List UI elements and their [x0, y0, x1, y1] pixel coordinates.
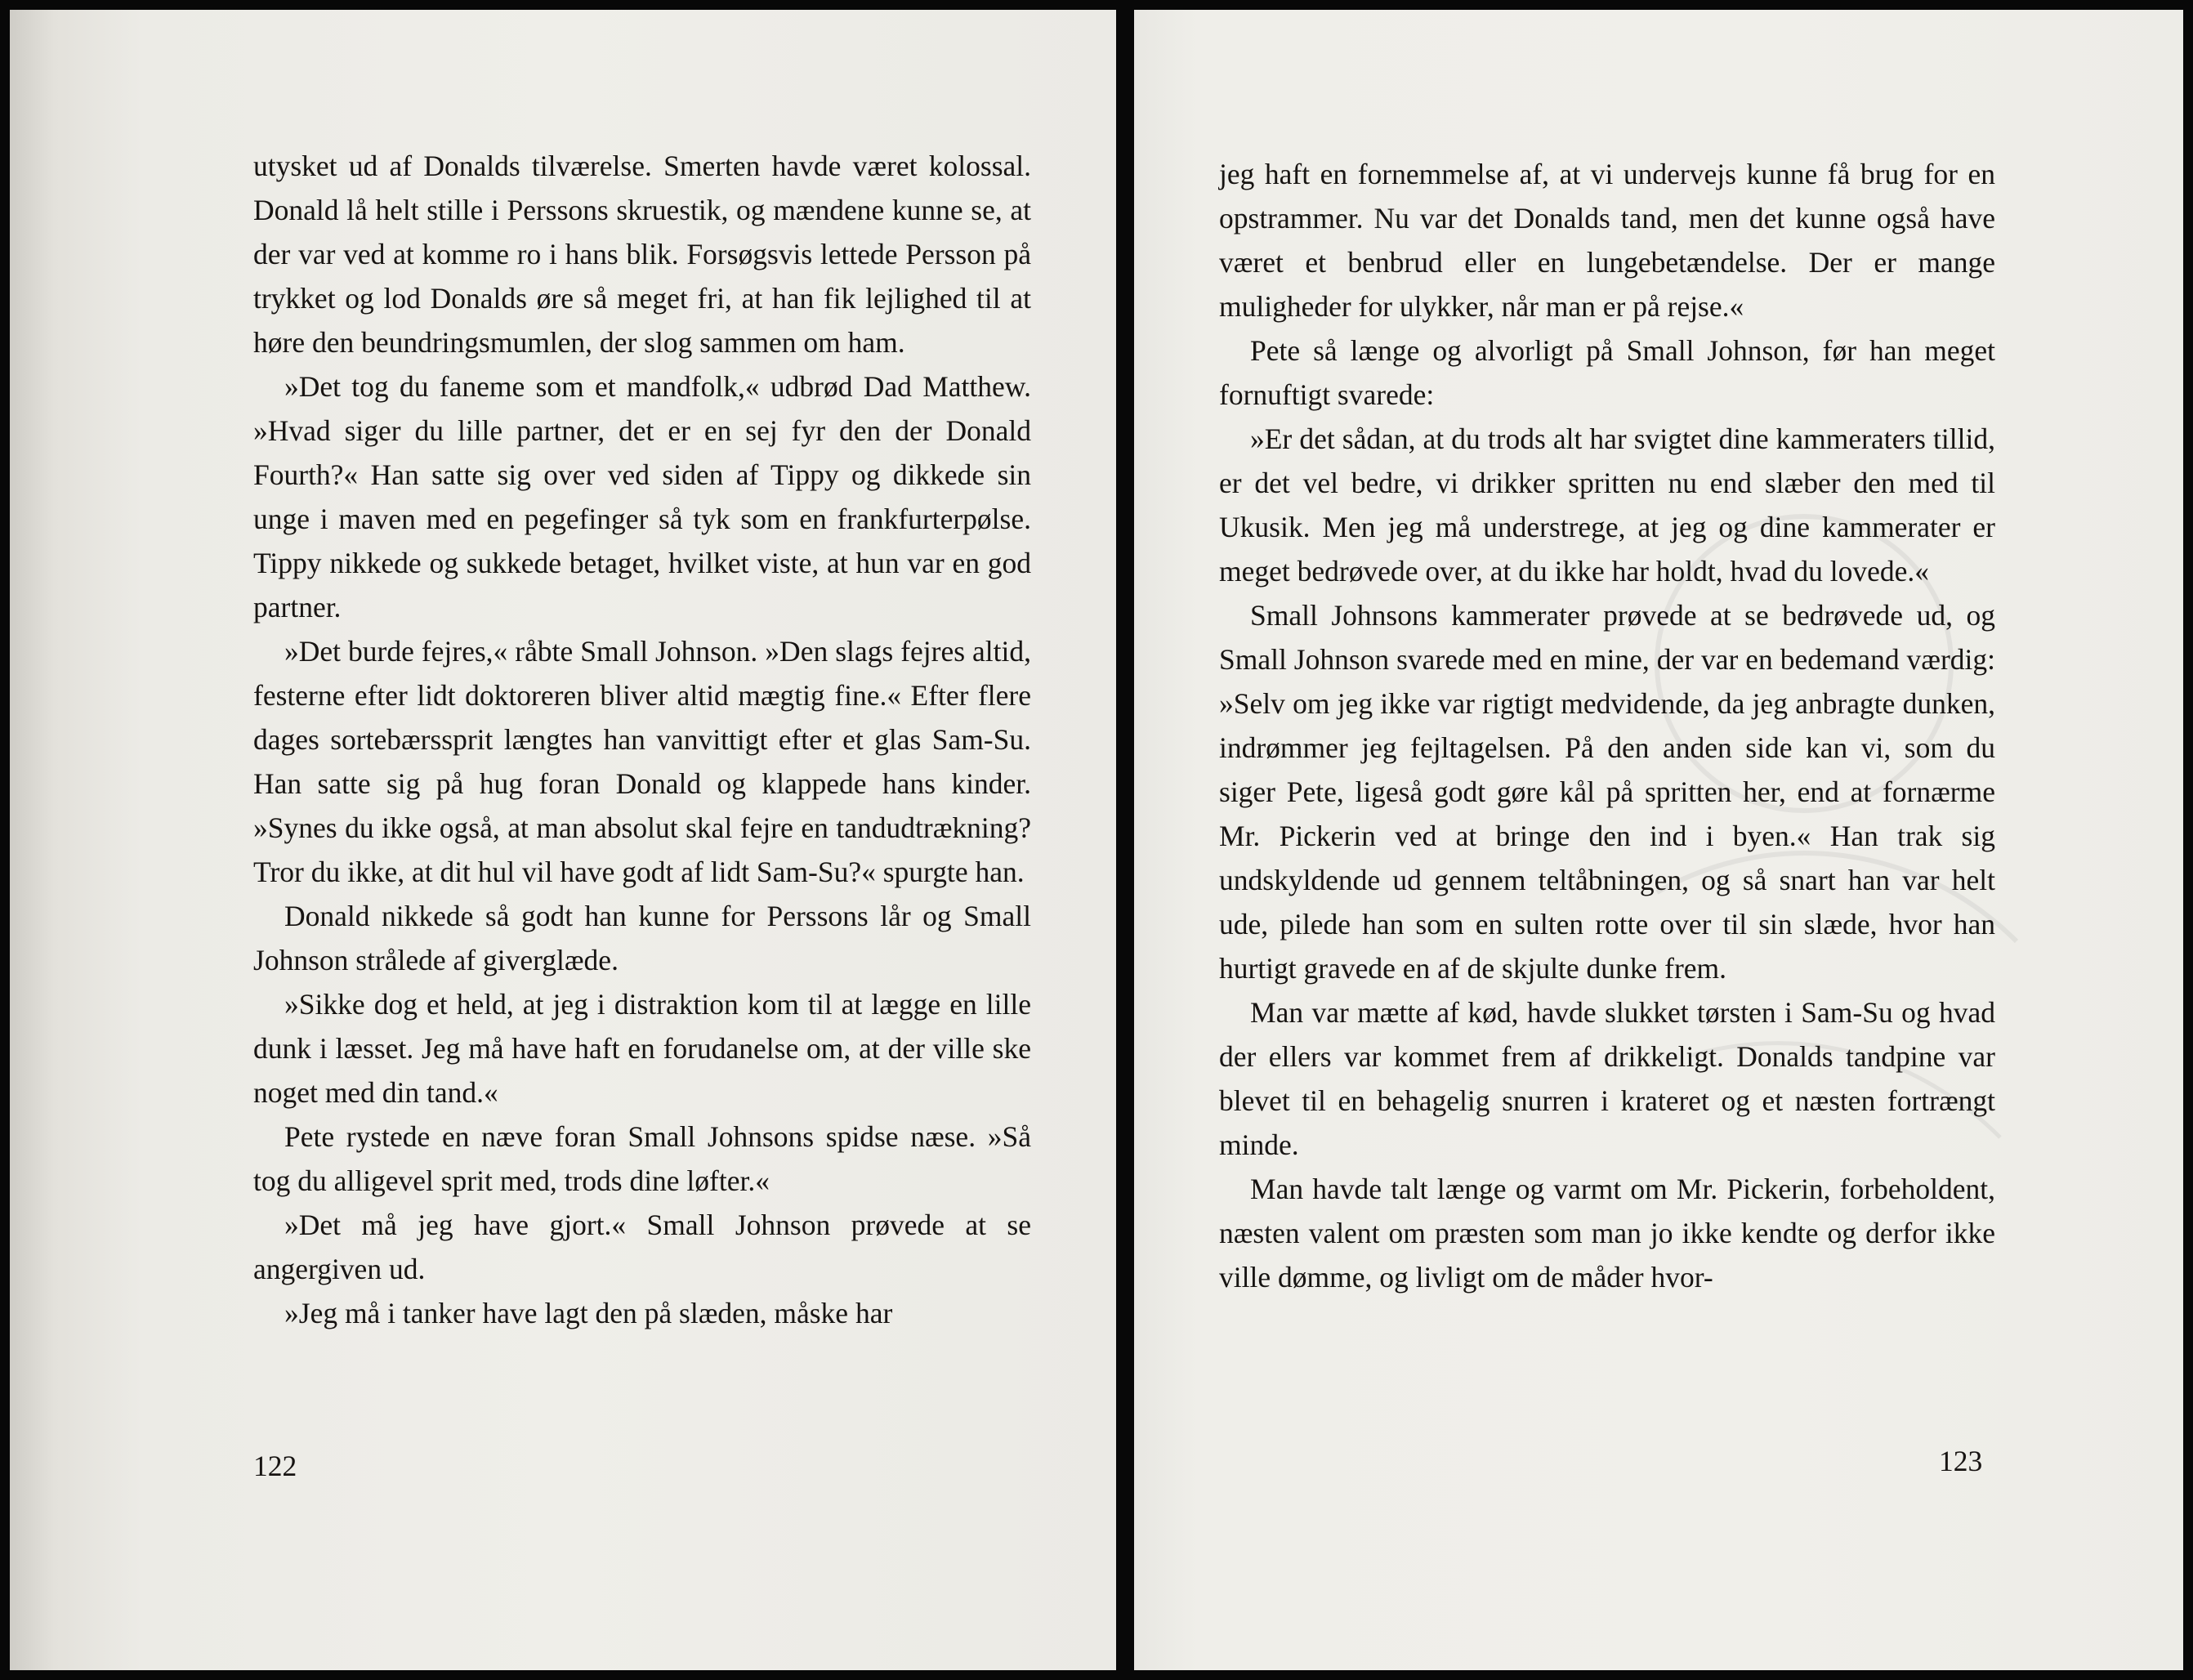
paragraph: Man var mætte af kød, havde slukket tørsten i Sam-Su og hvad der ellers var kommet frem af drikkeligt. Donalds tandpine var blevet til en behagelig snurren i krateret og et næsten fortrængt minde. [1219, 996, 1995, 1161]
paragraph: »Jeg må i tanker have lagt den på slæden, måske har [284, 1297, 893, 1329]
paragraph: utysket ud af Donalds tilværelse. Smerten havde været kolossal. Donald lå helt stille i Perssons skruestik, og mændene kunne se, at der var ved at komme ro i hans blik. Forsøgsvis lettede Persson på trykket og lod Donalds øre så meget fri, at han fik lejlighed til at høre den beundringsmumlen, der slog sammen om ham. [253, 150, 1031, 359]
paragraph: Donald nikkede så godt han kunne for Perssons lår og Small Johnson strålede af giverglæde. [253, 900, 1031, 976]
left-page [10, 10, 1116, 1670]
paragraph: Man havde talt længe og varmt om Mr. Pickerin, forbeholdent, næsten valent om præsten som man jo ikke kendte og derfor ikke ville dømme, og livligt om de måder hvor- [1219, 1173, 1995, 1294]
paragraph: »Er det sådan, at du trods alt har svigtet dine kammeraters tillid, er det vel bedre, vi drikker spritten nu end slæber den med til Ukusik. Men jeg må understrege, at jeg og dine kammerater er meget bedrøvede over, at du ikke har holdt, hvad du lovede.« [1219, 422, 1995, 588]
paragraph: »Det må jeg have gjort.« Small Johnson prøvede at se angergiven ud. [253, 1209, 1031, 1285]
paragraph: Small Johnsons kammerater prøvede at se bedrøvede ud, og Small Johnson svarede med en mine, der var en bedemand værdig: »Selv om jeg ikke var rigtigt medvidende, da jeg anbragte dunken, indrømmer jeg fejltagelsen. På den anden side kan vi, som du siger Pete, ligeså godt gøre kål på spritten her, end at fornærme Mr. Pickerin ved at bringe den ind i byen.« Han trak sig undskyldende ud gennem teltåbningen, og så snart han var helt ude, pilede han som en sulten rotte over til sin slæde, hvor han hurtigt gravede en af de skjulte dunke frem. [1219, 599, 1995, 985]
left-page-body [253, 144, 1031, 1335]
paragraph: jeg haft en fornemmelse af, at vi undervejs kunne få brug for en opstrammer. Nu var det Donalds tand, men det kunne også have været et benbrud eller en lungebetændelse. Der er mange muligheder for ulykker, når man er på rejse.« [1219, 158, 1995, 323]
paragraph: Pete rystede en næve foran Small Johnsons spidse næse. »Så tog du alligevel sprit med, trods dine løfter.« [253, 1120, 1031, 1197]
paragraph: »Det burde fejres,« råbte Small Johnson. »Den slags fejres altid, festerne efter lidt doktoreren bliver altid mægtig fine.« Efter flere dages sortebærssprit længtes han vanvittigt efter et glas Sam-Su. Han satte sig på hug foran Donald og klappede hans kinder. »Synes du ikke også, at man absolut skal fejre en tandudtrækning? Tror du ikke, at dit hul vil have godt af lidt Sam-Su?« spurgte han. [253, 635, 1031, 888]
right-page-body [1219, 152, 1995, 1299]
right-page [1134, 10, 2183, 1670]
page-number-right: 123 [1939, 1445, 1983, 1477]
page-number-left: 122 [253, 1450, 297, 1482]
paragraph: »Sikke dog et held, at jeg i distraktion kom til at lægge en lille dunk i læsset. Jeg må have haft en forudanelse om, at der ville ske noget med din tand.« [253, 988, 1031, 1109]
paragraph: Pete så længe og alvorligt på Small Johnson, før han meget fornuftigt svarede: [1219, 334, 1995, 411]
paragraph: »Det tog du faneme som et mandfolk,« udbrød Dad Matthew. »Hvad siger du lille partner, det er en sej fyr den der Donald Fourth?« Han satte sig over ved siden af Tippy og dikkede sin unge i maven med en pegefinger så tyk som en frankfurterpølse. Tippy nikkede og sukkede betaget, hvilket viste, at hun var en god partner. [253, 370, 1031, 623]
